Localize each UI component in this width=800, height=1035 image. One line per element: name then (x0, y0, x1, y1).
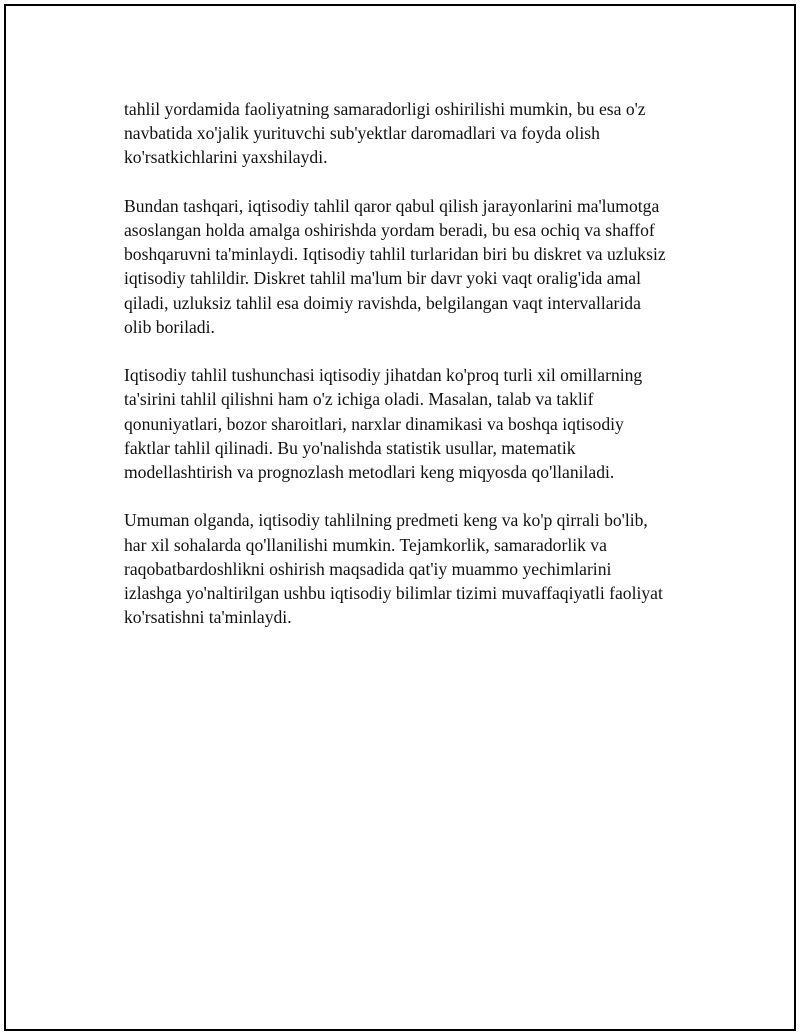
text-line: har xil sohalarda qo'llanilishi mumkin. Tejamkorlik, samaradorlik va (124, 534, 607, 555)
text-line: faktlar tahlil qilinadi. Bu yo'nalishda statistik usullar, matematik (124, 437, 576, 458)
text-line: qiladi, uzluksiz tahlil esa doimiy ravishda, belgilangan vaqt intervallarida (124, 292, 641, 313)
text-line: izlashga yo'naltirilgan ushbu iqtisodiy bilimlar tizimi muvaffaqiyatli faoliyat (124, 583, 663, 604)
text-line: Iqtisodiy tahlil tushunchasi iqtisodiy jihatdan ko'proq turli xil omillarning (124, 365, 643, 386)
text-line: qonuniyatlari, bozor sharoitlari, narxlar dinamikasi va boshqa iqtisodiy (124, 413, 624, 434)
text-line: modellashtirish va prognozlash metodlari keng miqyosda qo'llaniladi. (124, 462, 615, 483)
text-line: boshqaruvni ta'minlaydi. Iqtisodiy tahlil turlaridan biri bu diskret va uzluksiz (124, 244, 666, 265)
text-line: raqobatbardoshlikni oshirish maqsadida qat'iy muammo yechimlarini (124, 558, 612, 579)
text-line: iqtisodiy tahlildir. Diskret tahlil ma'lum bir davr yoki vaqt oralig'ida amal (124, 268, 641, 289)
paragraph (124, 194, 699, 339)
text-line: navbatida xo'jalik yurituvchi sub'yektlar daromadlari va foyda olish (124, 123, 600, 144)
text-line: ko'rsatishni ta'minlaydi. (124, 607, 292, 628)
paragraph (124, 363, 699, 484)
text-line: Bundan tashqari, iqtisodiy tahlil qaror qabul qilish jarayonlarini ma'lumotga (124, 195, 660, 216)
paragraph (124, 508, 699, 629)
text-line: asoslangan holda amalga oshirishda yordam beradi, bu esa ochiq va shaffof (124, 220, 655, 240)
text-line: ko'rsatkichlarini yaxshilaydi. (124, 147, 328, 168)
text-line: tahlil yordamida faoliyatning samaradorligi oshirilishi mumkin, bu esa o'z (124, 99, 646, 119)
document-body (124, 97, 699, 654)
text-line: ta'sirini tahlil qilishni ham o'z ichiga oladi. Masalan, talab va taklif (124, 389, 594, 410)
text-line: olib boriladi. (124, 316, 215, 337)
page-border (4, 4, 796, 1031)
text-line: Umuman olganda, iqtisodiy tahlilning predmeti keng va ko'p qirrali bo'lib, (124, 510, 648, 531)
paragraph (124, 97, 699, 170)
